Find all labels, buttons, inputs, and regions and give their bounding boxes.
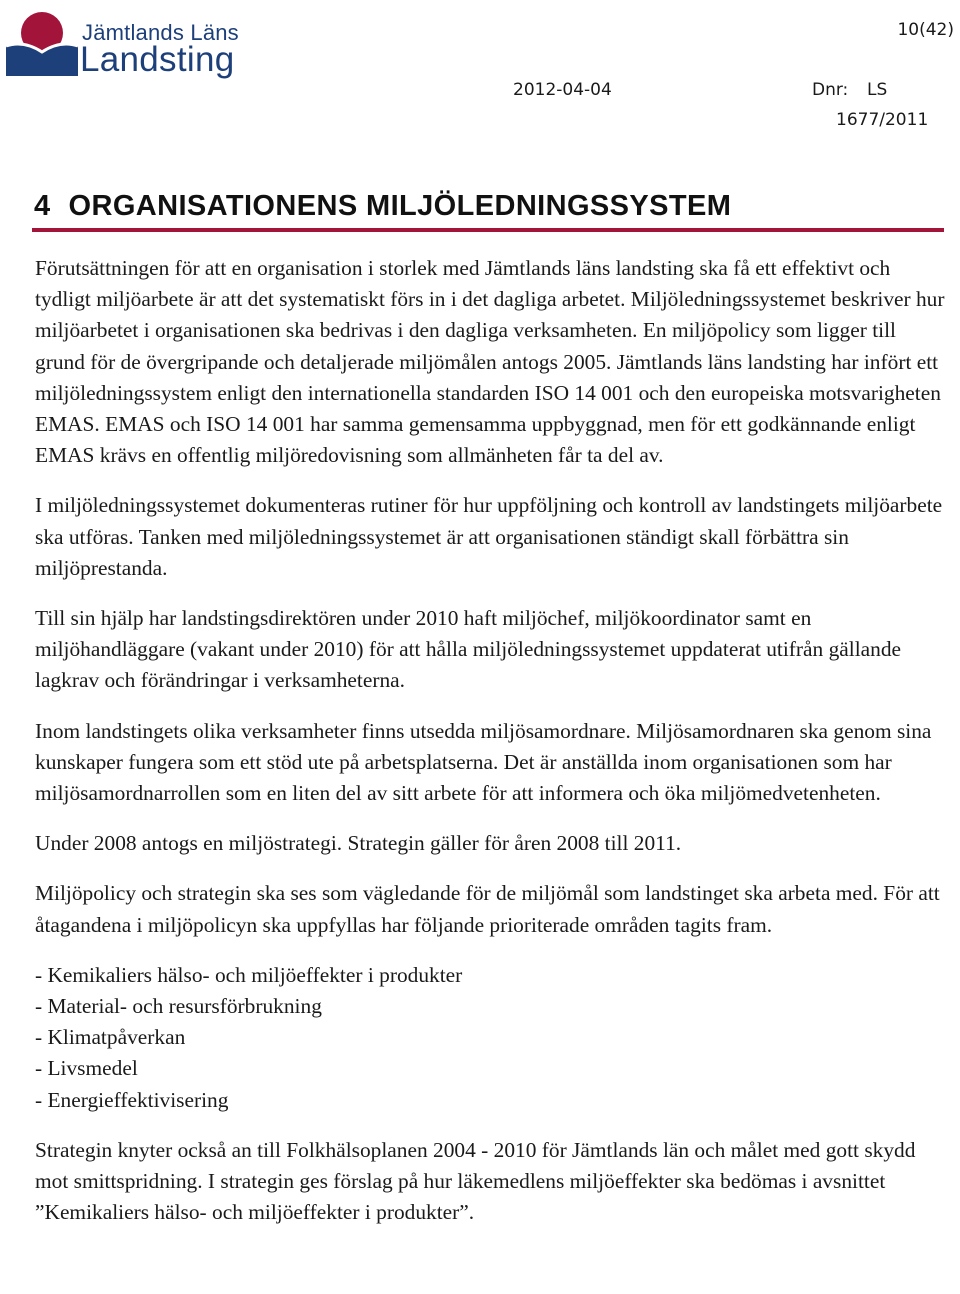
dnr-value-line-2: 1677/2011 xyxy=(836,110,929,130)
heading-rule xyxy=(32,228,944,232)
paragraph: Inom landstingets olika verksamheter finns utsedda miljösamordnare. Miljösamordnaren ska genom sina kunskaper fungera som ett stöd ute på arbetsplatserna. Det är anställda inom organisationen som har miljösamordnarrollen som en liten del av sitt arbete för att informera och öka miljömedvetenheten. xyxy=(35,718,932,806)
section-title: ORGANISATIONENS MILJÖLEDNINGSSYSTEM xyxy=(68,190,732,222)
paragraph: Under 2008 antogs en miljöstrategi. Strategin gäller för åren 2008 till 2011. xyxy=(35,831,682,856)
landsting-logo xyxy=(4,6,244,78)
paragraph: Miljöpolicy och strategin ska ses som vägledande för de miljömål som landstinget ska arbeta med. För att åtagandena i miljöpolicyn ska uppfyllas har följande prioriterade områden tagits fram. xyxy=(35,881,940,937)
dnr-value-line-1: LS xyxy=(867,80,888,100)
page-number: 10(42) xyxy=(897,20,954,40)
paragraph: Förutsättningen för att en organisation i storlek med Jämtlands läns landsting ska få ett effektivt och tydligt miljöarbete är att det systematiskt förs in i det dagliga arbetet. Miljöledningssystemet beskriver hur miljöarbetet i organisationen ska bedrivas i den dagliga verksamheten. En miljöpolicy som ligger till grund för de övergripande och detaljerade miljömålen antogs 2005. Jämtlands läns landsting har infört ett miljöledningssystem enligt den internationella standarden ISO 14 001 och den europeiska motsvarigheten EMAS. EMAS och ISO 14 001 har samma gemensamma uppbyggnad, men för ett godkännande enligt EMAS krävs en offentlig miljöredovisning som allmänheten får ta del av. xyxy=(35,256,945,468)
logo-line-2: Landsting xyxy=(80,40,235,79)
list-item: - Livsmedel xyxy=(35,1056,138,1081)
dnr-label: Dnr: xyxy=(812,80,849,100)
section-number: 4 xyxy=(34,190,51,222)
list-item: - Energieffektivisering xyxy=(35,1087,229,1112)
document-body xyxy=(35,253,945,1247)
list-item: - Kemikaliers hälso- och miljöeffekter i produkter xyxy=(35,962,463,987)
jll-logo-icon xyxy=(4,6,80,78)
list-item: - Material- och resursförbrukning xyxy=(35,994,322,1019)
logo-line-1: Jämtlands Läns xyxy=(82,20,239,45)
list-item: - Klimatpåverkan xyxy=(35,1025,186,1050)
paragraph: Till sin hjälp har landstingsdirektören under 2010 haft miljöchef, miljökoordinator samt en miljöhandläggare (vakant under 2010) för att hålla miljöledningssystemet uppdaterat utifrån gällande lagkrav och förändringar i verksamheterna. xyxy=(35,606,902,693)
section-heading xyxy=(34,190,731,223)
priority-list xyxy=(35,960,945,1116)
paragraph: I miljöledningssystemet dokumenteras rutiner för hur uppföljning och kontroll av landstingets miljöarbete ska utföras. Tanken med miljöledningssystemet är att organisationen ständigt skall förbättra sin miljöprestanda. xyxy=(35,493,943,580)
closing-paragraph: Strategin knyter också an till Folkhälsoplanen 2004 - 2010 för Jämtlands län och målet med gott skydd mot smittspridning. I strategin ges förslag på hur läkemedlens miljöeffekter ska bedömas i avsnittet ”Kemikaliers hälso- och miljöeffekter i produkter”. xyxy=(35,1137,916,1225)
document-date: 2012-04-04 xyxy=(513,80,612,100)
